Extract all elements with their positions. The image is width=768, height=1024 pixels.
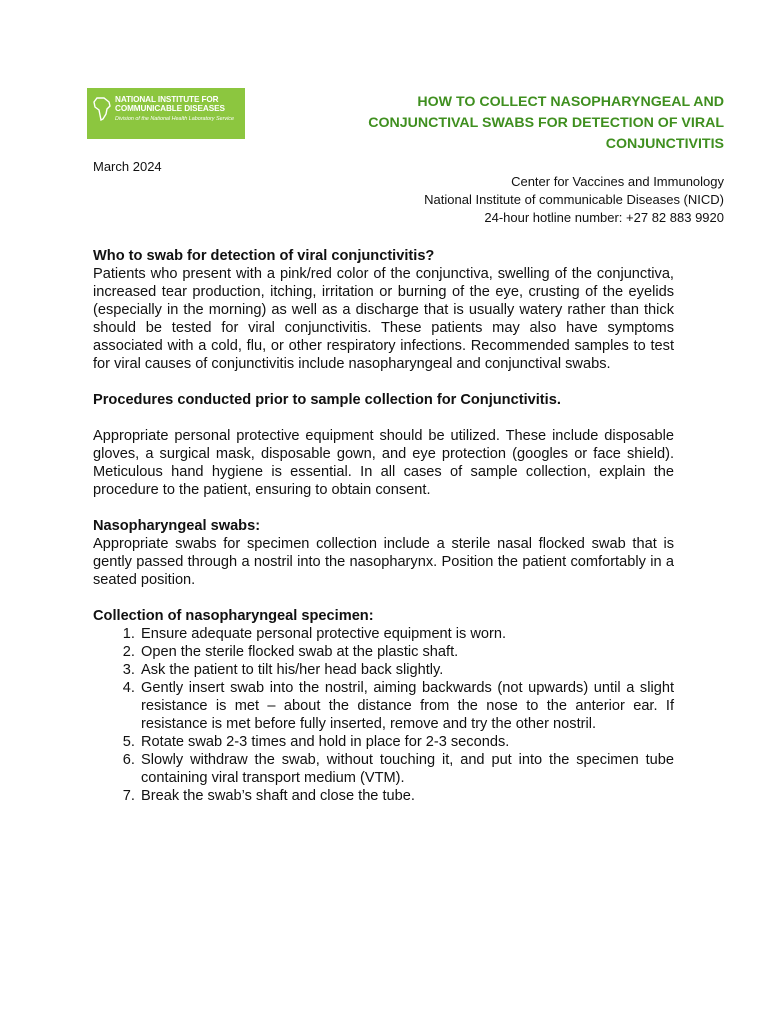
logo-line-3: Division of the National Health Laboratory Service [115, 116, 234, 123]
collection-heading: Collection of nasopharyngeal specimen: [93, 608, 374, 624]
list-item: 6. Slowly withdraw the swab, without touching it, and put into the specimen tube containing viral transport medium (VTM). [139, 751, 674, 787]
org-institute: National Institute of communicable Diseases (NICD) [424, 192, 724, 207]
nicd-logo [87, 88, 245, 139]
organization-block [424, 173, 724, 227]
document-date: March 2024 [93, 159, 162, 174]
who-paragraph: Patients who present with a pink/red color of the conjunctiva, swelling of the conjunctiva, increased tear production, itching, irritation or burning of the eye, crusting of the eyelids (especially in the morning) as well as a discharge that is usually watery rather than thick should be tested for viral conjunctivitis. These patients may also have symptoms associated with a cold, flu, or other respiratory infections. Recommended samples to test for viral causes of conjunctivitis include nasopharyngeal and conjunctival swabs. [93, 266, 674, 372]
document-title [304, 92, 724, 155]
document-body [93, 247, 674, 805]
list-item: 2. Open the sterile flocked swab at the plastic shaft. [139, 643, 674, 661]
logo-text [115, 95, 234, 123]
list-item: 4. Gently insert swab into the nostril, aiming backwards (not upwards) until a slight resistance is met – about the distance from the nose to the anterior ear. If resistance is met before fully inserted, remove and try the other nostril. [139, 679, 674, 733]
africa-map-icon [93, 97, 111, 121]
logo-line-1: NATIONAL INSTITUTE FOR [115, 95, 219, 104]
list-item: 5. Rotate swab 2-3 times and hold in place for 2-3 seconds. [139, 733, 674, 751]
procedures-heading: Procedures conducted prior to sample collection for Conjunctivitis. [93, 392, 561, 408]
swabs-heading: Nasopharyngeal swabs: [93, 518, 261, 534]
org-hotline: 24-hour hotline number: +27 82 883 9920 [484, 210, 724, 225]
title-line-1: HOW TO COLLECT NASOPHARYNGEAL AND [417, 94, 724, 110]
collection-steps-list [93, 625, 674, 805]
list-item: 1. Ensure adequate personal protective equipment is worn. [139, 625, 674, 643]
title-line-2: CONJUNCTIVAL SWABS FOR DETECTION OF VIRAL [368, 115, 724, 131]
procedures-paragraph: Appropriate personal protective equipment should be utilized. These include disposable gloves, a surgical mask, disposable gown, and eye protection (googles or face shield). Meticulous hand hygiene is essential. In all cases of sample collection, explain the procedure to the patient, ensuring to obtain consent. [93, 428, 674, 498]
swabs-paragraph: Appropriate swabs for specimen collection include a sterile nasal flocked swab that is gently passed through a nostril into the nasopharynx. Position the patient comfortably in a seated position. [93, 536, 674, 588]
list-item: 7. Break the swab’s shaft and close the tube. [139, 787, 674, 805]
org-department: Center for Vaccines and Immunology [511, 174, 724, 189]
title-line-3: CONJUNCTIVITIS [605, 136, 724, 152]
list-item: 3. Ask the patient to tilt his/her head back slightly. [139, 661, 674, 679]
logo-line-2: COMMUNICABLE DISEASES [115, 104, 225, 114]
who-heading: Who to swab for detection of viral conjunctivitis? [93, 248, 435, 264]
